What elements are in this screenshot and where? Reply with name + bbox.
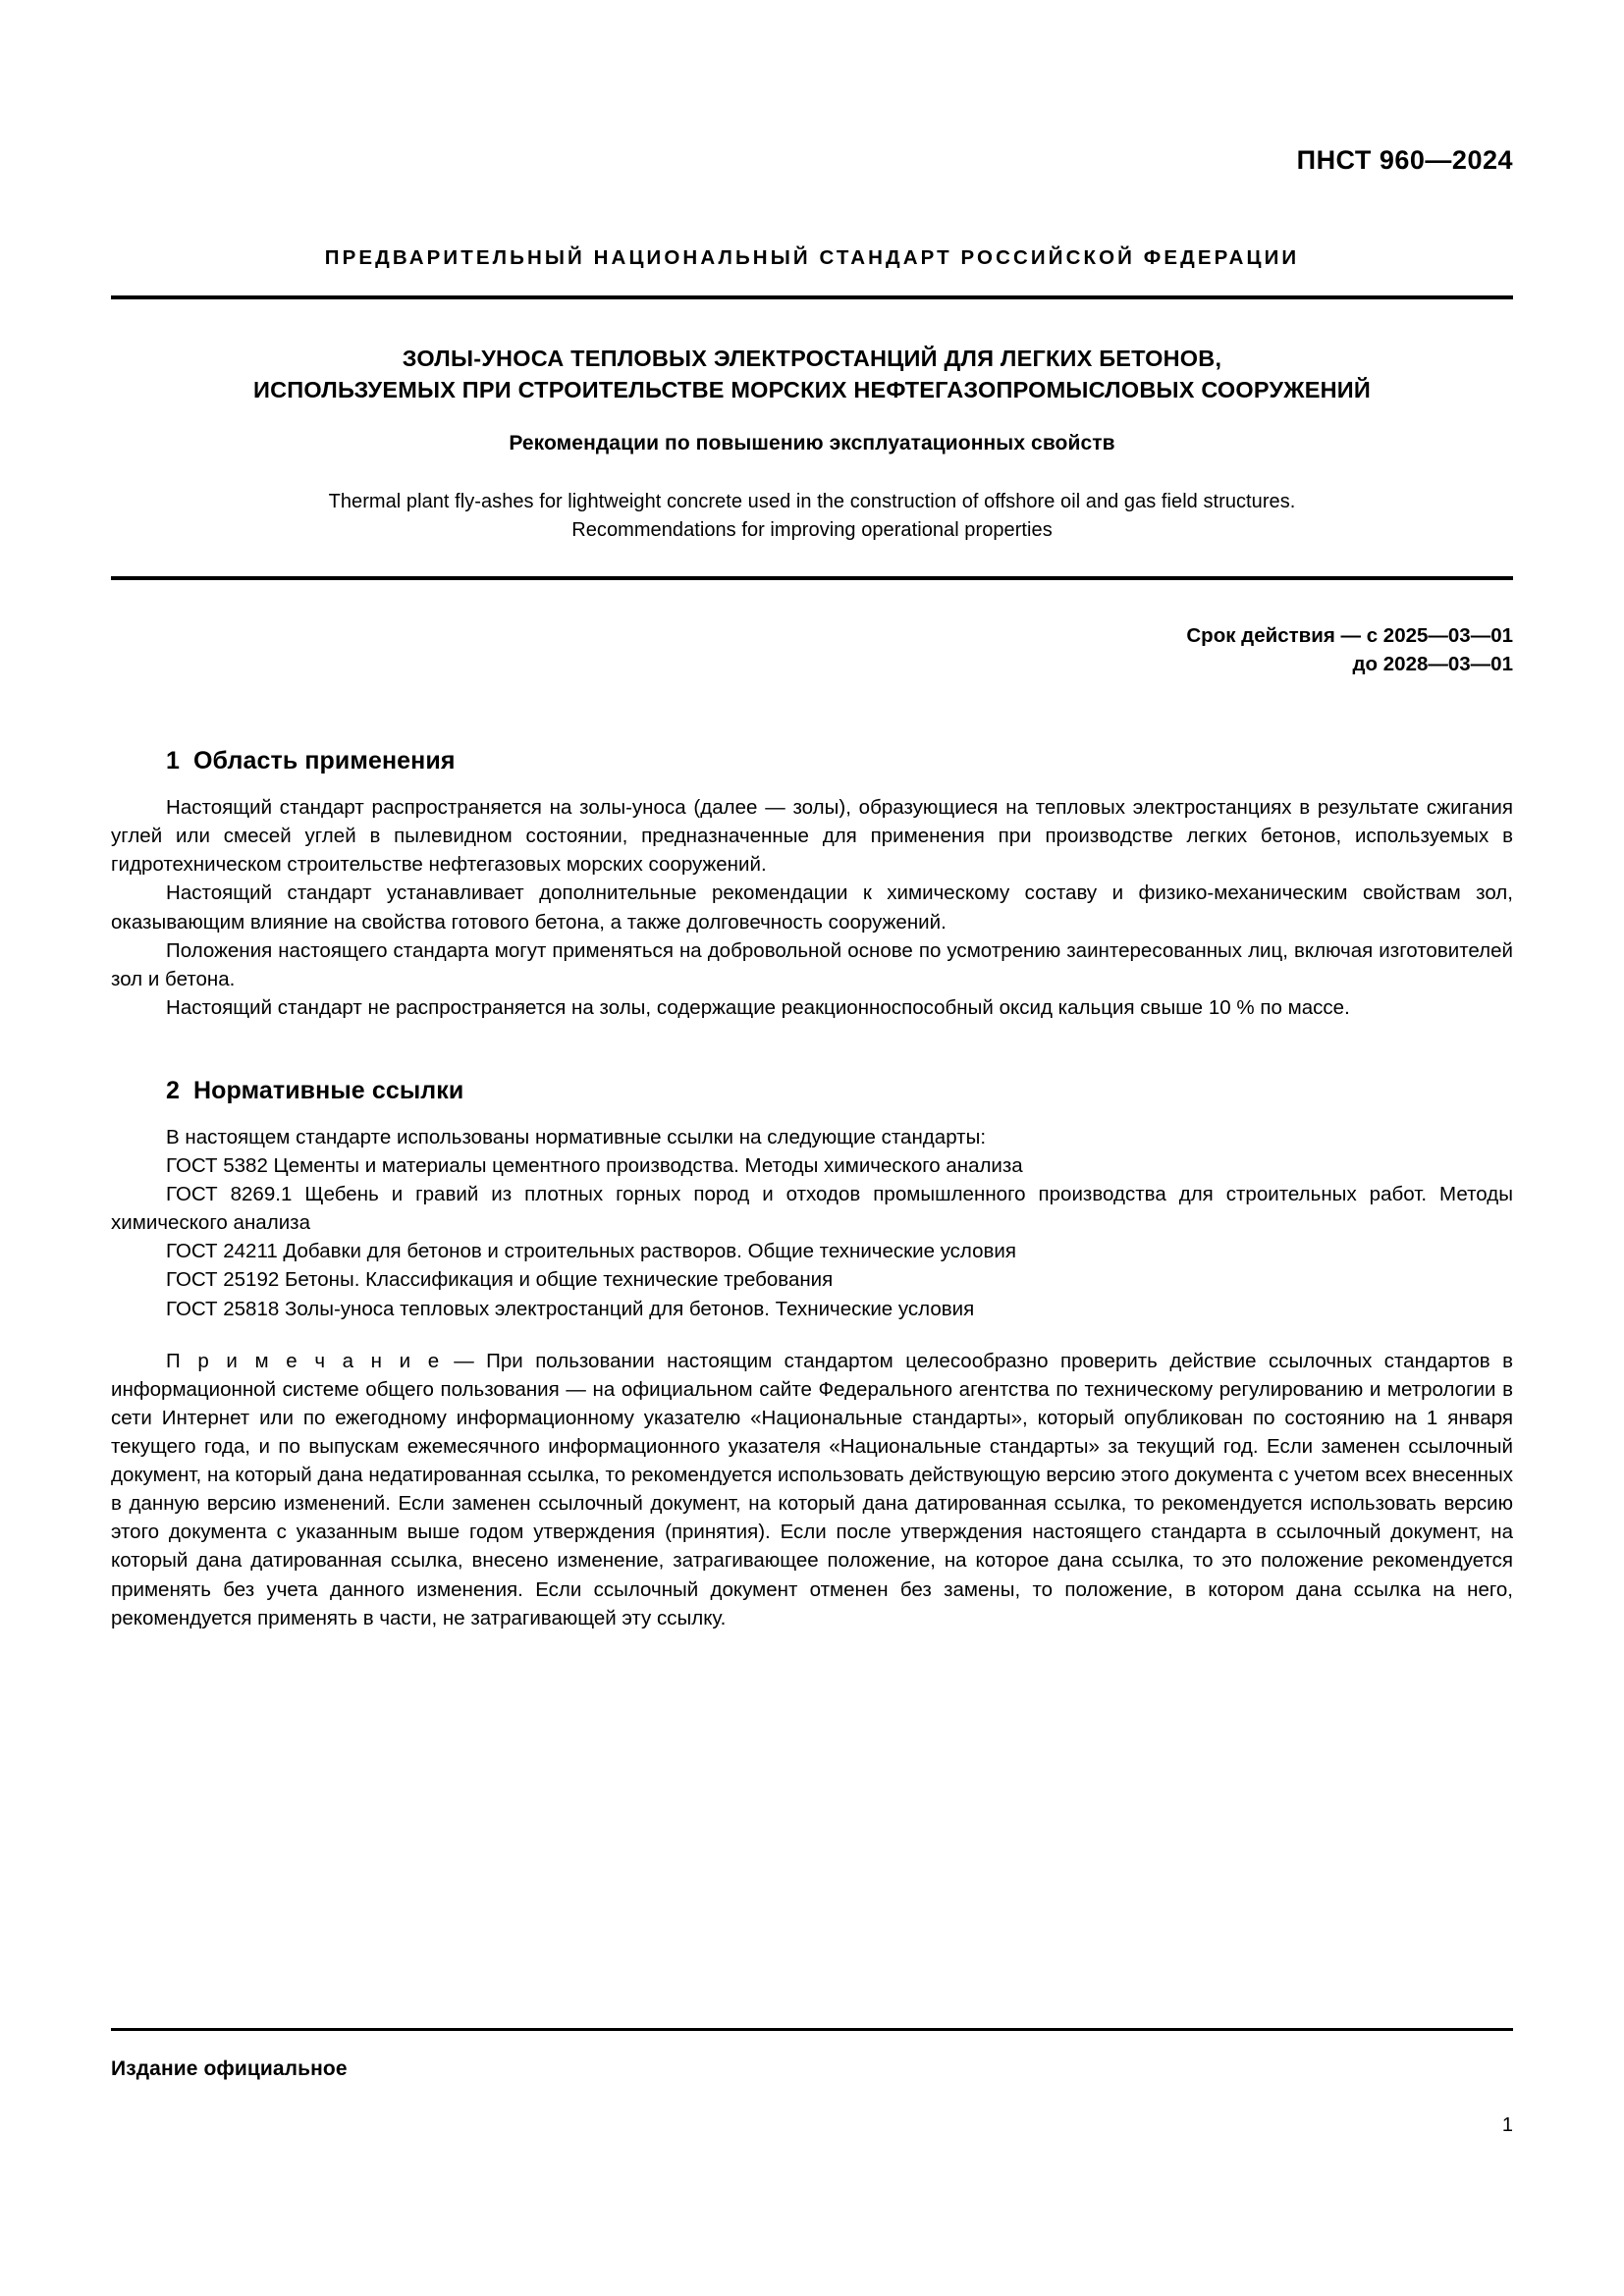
validity-block <box>111 621 1513 678</box>
normative-reference-item: ГОСТ 25818 Золы-уноса тепловых электростанций для бетонов. Технические условия <box>166 1297 975 1320</box>
note-text: — При пользовании настоящим стандартом целесообразно проверить действие ссылочных стандартов в информационной системе общего пользования — на официальном сайте Федерального агентства по техническому регулированию и метрологии в сети Интернет или по ежегодному информационному указателю «Национальные стандарты», который опубликован по состоянию на 1 января текущего года, и по выпускам ежемесячного информационного указателя «Национальные стандарты» за текущий год. Если заменен ссылочный документ, на который дана недатированная ссылка, то рекомендуется использовать действующую версию этого документа с учетом всех внесенных в данную версию изменений. Если заменен ссылочный документ, на который дана датированная ссылка, то рекомендуется использовать версию этого документа с указанным выше годом утверждения (принятия). Если после утверждения настоящего стандарта в ссылочный документ, на который дана датированная ссылка, внесено изменение, затрагивающее положение, на которое дана ссылка, то это положение рекомендуется применять без учета данного изменения. Если ссылочный документ отменен без замены, то положение, в котором дана ссылка на него, рекомендуется применять в части, не затрагивающей эту ссылку. <box>111 1349 1513 1629</box>
validity-start: Срок действия — с 2025—03—01 <box>1186 623 1513 647</box>
normative-reference-item: ГОСТ 8269.1 Щебень и гравий из плотных горных пород и отходов промышленного производства для строительных работ. Методы химического анализа <box>111 1183 1513 1235</box>
section-1-paragraph-3: Положения настоящего стандарта могут применяться на добровольной основе по усмотрению заинтересованных лиц, включая изготовителей зол и бетона. <box>111 938 1513 990</box>
divider-top-thick <box>111 295 1513 299</box>
section-1-paragraph-1: Настоящий стандарт распространяется на золы-уноса (далее — золы), образующиеся на тепловых электростанциях в результате сжигания углей или смесей углей в пылевидном состоянии, предназначенные для применения при производстве легких бетонов, используемых в гидротехническом строительстве нефтегазовых морских сооружений. <box>111 796 1513 877</box>
section-2-heading <box>166 1077 1513 1105</box>
section-2-intro: В настоящем стандарте использованы нормативные ссылки на следующие стандарты: <box>166 1125 987 1148</box>
section-2-title: Нормативные ссылки <box>193 1076 464 1104</box>
normative-reference-item: ГОСТ 25192 Бетоны. Классификация и общие технические требования <box>166 1268 834 1292</box>
normative-reference-item: ГОСТ 24211 Добавки для бетонов и строительных растворов. Общие технические условия <box>166 1240 1016 1263</box>
section-2-number: 2 <box>166 1076 181 1104</box>
normative-reference-item: ГОСТ 5382 Цементы и материалы цементного производства. Методы химического анализа <box>166 1154 1023 1178</box>
footer-divider <box>111 2028 1513 2031</box>
normative-note <box>111 1347 1513 1632</box>
title-en-line1: Thermal plant fly-ashes for lightweight concrete used in the construction of offshore oil and gas field structures. <box>328 490 1296 512</box>
divider-after-title <box>111 576 1513 580</box>
subtitle-ru: Рекомендации по повышению эксплуатационных свойств <box>509 431 1115 454</box>
page-content <box>111 0 1513 1632</box>
footer-edition: Издание официальное <box>111 2057 348 2080</box>
validity-end: до 2028—03—01 <box>1352 652 1513 675</box>
section-1-title: Область применения <box>193 747 456 775</box>
section-1-paragraph-4: Настоящий стандарт не распространяется на золы, содержащие реакционноспособный оксид кальция свыше 10 % по массе. <box>166 995 1350 1019</box>
title-ru-line2: ИСПОЛЬЗУЕМЫХ ПРИ СТРОИТЕЛЬСТВЕ МОРСКИХ НЕФТЕГАЗОПРОМЫСЛОВЫХ СООРУЖЕНИЙ <box>253 377 1371 403</box>
page-number: 1 <box>1501 2114 1513 2136</box>
document-number: ПНСТ 960—2024 <box>1296 145 1513 175</box>
title-en-line2: Recommendations for improving operational properties <box>571 518 1053 541</box>
section-1-heading <box>166 747 1513 775</box>
title-ru-line1: ЗОЛЫ-УНОСА ТЕПЛОВЫХ ЭЛЕКТРОСТАНЦИЙ ДЛЯ ЛЕГКИХ БЕТОНОВ, <box>402 346 1222 371</box>
document-kind-heading: ПРЕДВАРИТЕЛЬНЫЙ НАЦИОНАЛЬНЫЙ СТАНДАРТ РОССИЙСКОЙ ФЕДЕРАЦИИ <box>324 246 1300 269</box>
section-1-paragraph-2: Настоящий стандарт устанавливает дополнительные рекомендации к химическому составу и физико-механическим свойствам зол, оказывающим влияние на свойства готового бетона, а также долговечность сооружений. <box>111 881 1513 934</box>
title-block <box>111 343 1513 545</box>
section-1-number: 1 <box>166 747 181 775</box>
note-label: П р и м е ч а н и е <box>166 1349 442 1372</box>
